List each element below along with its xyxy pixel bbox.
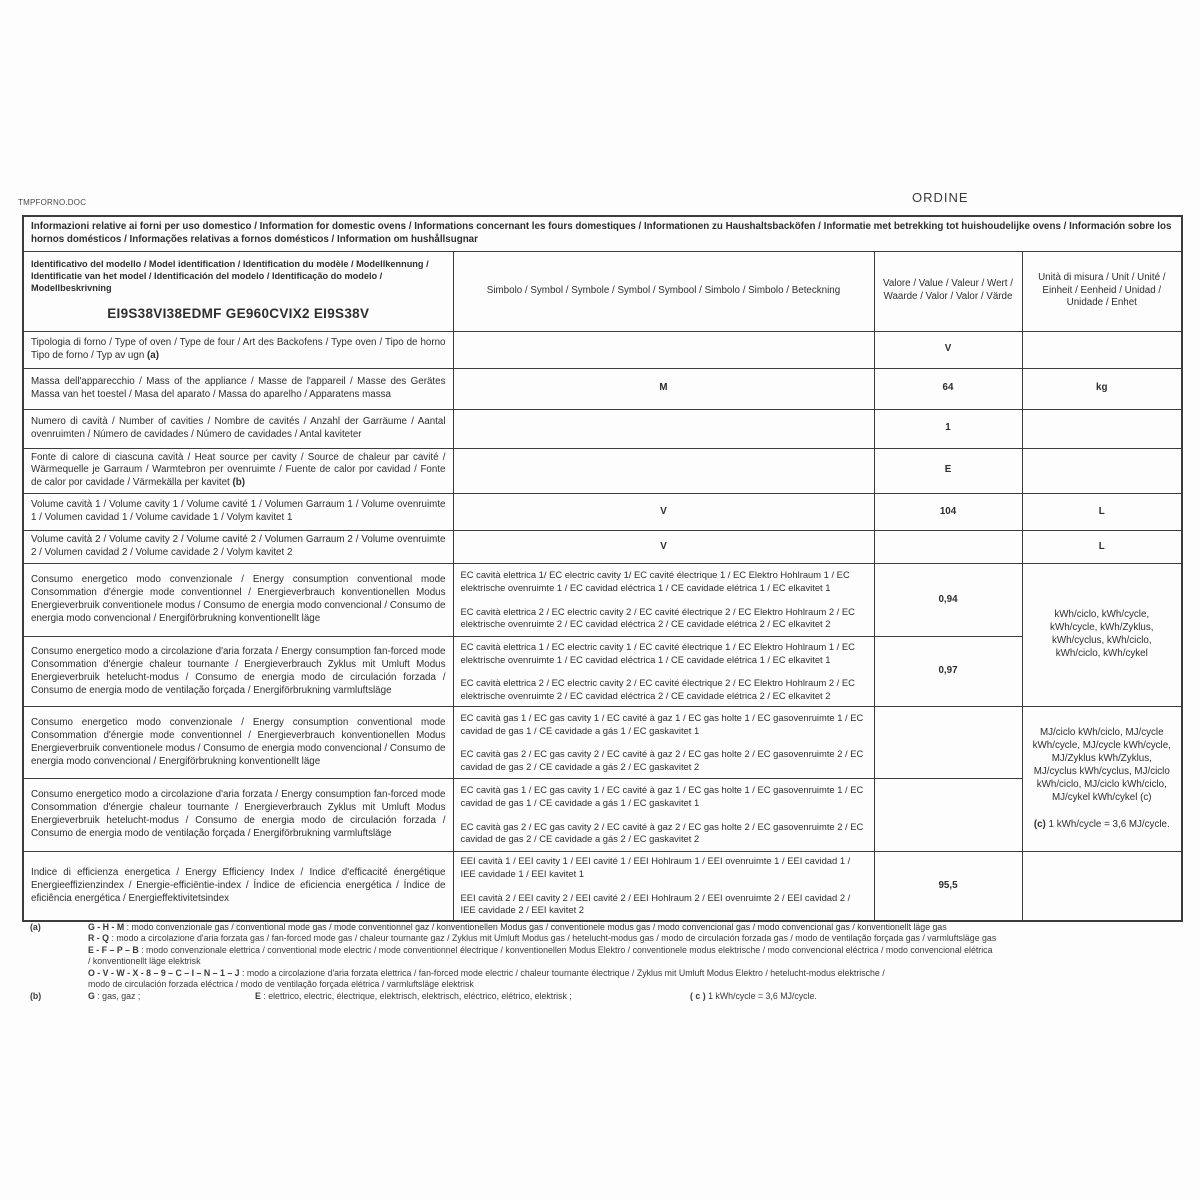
footnote-b-gas: G : gas, gaz ; <box>88 990 141 1001</box>
footnote-ref-b: (b) <box>232 477 246 489</box>
footnote-a <box>30 922 1175 991</box>
value-cell: 0,97 <box>874 637 1022 707</box>
ec-electric-cavity-2-label: EC cavità elettrica 2 / EC electric cavity 2 / EC cavité électrique 2 / EC Elektro Hohlraum 2 / EC elektrische ovenruimte 2 / EC cavidad eléctrica 2 / CE cavidade elétrica 2 / EC elkavitet 2 <box>460 677 855 701</box>
description-cell: Consumo energetico modo convenzionale / Energy consumption conventional mode Consommation d'énergie mode conventionnel / Energieverbrauch konventionellen Modus Energieverbruik conventionele modus / Consumo de energia modo convencional / Consumo de energia modo convencional / Energiförbrukning konventionellt läge <box>23 707 453 779</box>
footnotes <box>30 922 1175 1002</box>
footnote-ref-a: (a) <box>147 349 159 361</box>
oven-spec-table <box>22 215 1183 922</box>
table-title-band: Informazioni relative ai forni per uso domestico / Information for domestic ovens / Informations concernant les fours domestiques / Informationen zu Haushaltsbacköfen / Informatie met betrekking tot huishoudelijke ovens / Información sobre los hornos domésticos / Informações relativas a fornos domésticos / Information om hushållsugnar <box>23 216 1182 251</box>
footnote-b-electric: E : elettrico, electric, électrique, elektrisch, elektrisch, eléctrico, elétrico, elektrisk ; <box>255 990 572 1001</box>
row-ec-electric-fan-forced <box>23 637 1182 707</box>
unit-mj-note: (c) 1 kWh/cycle = 3,6 MJ/cycle. <box>1033 818 1170 830</box>
ec-symbol-cell <box>453 779 874 852</box>
ec-gas-cavity-2-label: EC cavità gas 2 / EC gas cavity 2 / EC cavité à gaz 2 / EC gas holte 2 / EC gasovenruimte 2 / EC cavidad de gas 2 / CE cavidade a gás 2 / EC gaskavitet 2 <box>460 820 864 845</box>
ec-symbol-cell <box>453 564 874 637</box>
row-heat-source <box>23 448 1182 494</box>
row-ec-electric-conventional <box>23 564 1182 637</box>
row-volume-cavity-1 <box>23 494 1182 531</box>
row-mass <box>23 368 1182 409</box>
model-id-header-cell <box>23 251 453 331</box>
footnote-a-line-2: R - Q : modo a circolazione d'aria forzata gas / fan-forced mode gas / chaleur tournante gaz / Zyklus mit Umluft Modus gas / hetelucht-modus gas / modo de circulación forzada gas / modo de ventilação forçada gas / varmluftsläge gas <box>88 933 997 944</box>
row-ec-gas-fan-forced <box>23 779 1182 852</box>
symbol-cell: V <box>453 494 874 531</box>
value-column-header: Valore / Value / Valeur / Wert / Waarde / Valor / Valor / Värde <box>874 251 1022 331</box>
ec-gas-cavity-1-label: EC cavità gas 1 / EC gas cavity 1 / EC cavité à gaz 1 / EC gas holte 1 / EC gasovenruimte 1 / EC cavidad de gas 1 / CE cavidade a gás 1 / EC gaskavitet 1 <box>460 711 864 736</box>
unit-cell <box>1022 331 1182 368</box>
description-cell: Consumo energetico modo a circolazione d'aria forzata / Energy consumption fan-forced mode Consommation d'énergie chaleur tournante / Energieverbrauch Zyklus mit Umluft Modus Energieverbruik hetelucht-modus / Consumo de energia modo de circulación forzada / Consumo de energia modo de ventilação forçada / Energiförbrukning varmluftsläge <box>23 779 453 852</box>
ec-electric-cavity-1-label: EC cavità elettrica 1 / EC electric cavity 1 / EC cavité électrique 1 / EC Elektro Hohlraum 1 / EC elektrische ovenruimte 1 / EC cavidad eléctrica 1 / CE cavidade elétrica 1 / EC elkavitet 1 <box>460 640 855 665</box>
unit-mj-list: MJ/ciclo kWh/ciclo, MJ/cycle kWh/cycle, MJ/cycle kWh/cycle, MJ/Zyklus kWh/Zyklus, MJ/cyclus kWh/cyclus, MJ/ciclo kWh/ciclo, MJ/ciclo kWh/ciclo, MJ/cykel kWh/cykel (c) <box>1032 727 1171 803</box>
footnote-a-line-5: O - V - W - X - 8 – 9 – C – I – N – 1 – J : modo a circolazione d'aria forzata elettrica / fan-forced mode electric / chaleur tournante électrique / Zyklus mit Umluft Modus Elektro / hetelucht-modus elektrische / <box>88 967 885 978</box>
unit-cell: kg <box>1022 368 1182 409</box>
eei-symbol-cell <box>453 852 874 921</box>
description-cell: Indice di efficienza energetica / Energy Efficiency Index / Indice d'efficacité énergétique Energieeffizienzindex / Energie-efficiëntie-index / Índice de eficiencia energética / Índice de eficiência energética / Energieffektivitetsindex <box>23 852 453 921</box>
unit-kwh-cell: kWh/ciclo, kWh/cycle, kWh/cycle, kWh/Zyklus, kWh/cyclus, kWh/ciclo, kWh/ciclo, kWh/cykel <box>1022 564 1182 707</box>
ec-gas-cavity-2-label: EC cavità gas 2 / EC gas cavity 2 / EC cavité à gaz 2 / EC gas holte 2 / EC gasovenruimte 2 / EC cavidad de gas 2 / CE cavidade a gás 2 / EC gaskavitet 2 <box>460 748 864 772</box>
footnote-a-line-6: modo de circulación forzada eléctrica / modo de ventilação forçada elétrica / varmluftsläge elektrisk <box>88 979 474 990</box>
footnote-a-line-3: E - F – P – B : modo convenzionale elettrica / conventional mode electric / mode conventionnel électrique / konventionellen Modus Elektro / conventionele modus elektrische / modo convencional eléctrica / modo convencional elétrica <box>88 944 993 955</box>
footnote-c-conversion: ( c ) 1 kWh/cycle = 3,6 MJ/cycle. <box>690 990 817 1001</box>
unit-cell: L <box>1022 531 1182 564</box>
symbol-cell <box>453 331 874 368</box>
ec-symbol-cell <box>453 707 874 779</box>
row-oven-type <box>23 331 1182 368</box>
value-cell: 0,94 <box>874 564 1022 637</box>
description-cell: Consumo energetico modo a circolazione d'aria forzata / Energy consumption fan-forced mode Consommation d'énergie chaleur tournante / Energieverbrauch Zyklus mit Umluft Modus Energieverbruik hetelucht-modus / Consumo de energia modo de circulación forzada / Consumo de energia modo de ventilação forçada / Energiförbrukning varmluftsläge <box>23 637 453 707</box>
description-cell: Massa dell'apparecchio / Mass of the appliance / Masse de l'appareil / Masse des Gerätes Massa van het toestel / Masa del aparato / Massa do aparelho / Apparatens massa <box>23 368 453 409</box>
unit-mj-cell <box>1022 707 1182 852</box>
unit-cell <box>1022 852 1182 921</box>
value-cell <box>874 531 1022 564</box>
description-cell: Fonte di calore di ciascuna cavità / Heat source per cavity / Source de chaleur par cavité / Wärmequelle je Garraum / Warmtebron per ovenruimte / Fuente de calor por cavidad / Fonte de calor por cavidade / Värmekälla per kavitet (b) <box>23 448 453 494</box>
ec-symbol-cell <box>453 637 874 707</box>
description-cell: Numero di cavità / Number of cavities / Nombre de cavités / Anzahl der Garräume / Aantal ovenruimten / Número de cavidades / Número de cavidades / Antal kaviteter <box>23 409 453 448</box>
value-cell: V <box>874 331 1022 368</box>
row-ec-gas-conventional <box>23 707 1182 779</box>
value-cell <box>874 707 1022 779</box>
value-cell: 95,5 <box>874 852 1022 921</box>
value-cell: 104 <box>874 494 1022 531</box>
order-heading: ORDINE <box>912 190 969 205</box>
value-cell: E <box>874 448 1022 494</box>
unit-cell: L <box>1022 494 1182 531</box>
symbol-cell: V <box>453 531 874 564</box>
description-cell: Consumo energetico modo convenzionale / Energy consumption conventional mode Consommation d'énergie mode conventionnel / Energieverbrauch konventionellen Modus Energieverbruik conventionele modus / Consumo de energia modo convencional / Consumo de energia modo convencional / Energiförbrukning konventionellt läge <box>23 564 453 637</box>
description-cell: Tipologia di forno / Type of oven / Type de four / Art des Backofens / Type oven / Tipo de horno Tipo de forno / Typ av ugn (a) <box>23 331 453 368</box>
ec-electric-cavity-2-label: EC cavità elettrica 2 / EC electric cavity 2 / EC cavité électrique 2 / EC Elektro Hohlraum 2 / EC elektrische ovenruimte 2 / EC cavidad eléctrica 2 / CE cavidade elétrica 2 / EC elkavitet 2 <box>460 605 855 630</box>
description-cell: Volume cavità 1 / Volume cavity 1 / Volume cavité 1 / Volumen Garraum 1 / Volume ovenruimte 1 / Volumen cavidad 1 / Volume cavidade 1 / Volym kavitet 1 <box>23 494 453 531</box>
eei-cavity-2-label: EEI cavità 2 / EEI cavity 2 / EEI cavité 2 / EEI Hohlraum 2 / EEI ovenruimte 2 / EEI cavidad 2 / IEE cavidade 2 / EEI kavitet 2 <box>460 891 851 916</box>
footnote-b-marker: (b) <box>30 990 42 1001</box>
symbol-cell: M <box>453 368 874 409</box>
value-cell <box>874 779 1022 852</box>
symbol-cell <box>453 448 874 494</box>
ec-electric-cavity-1-label: EC cavità elettrica 1/ EC electric cavity 1/ EC cavité électrique 1 / EC Elektro Hohlraum 1 / EC elektrische ovenruimte 1 / EC cavidad eléctrica 1 / CE cavidade elétrica 1 / EC elkavitet 1 <box>460 569 850 594</box>
value-cell: 64 <box>874 368 1022 409</box>
unit-cell <box>1022 409 1182 448</box>
footnote-a-line-4: / konventionellt läge elektrisk <box>88 956 201 967</box>
symbol-column-header: Simbolo / Symbol / Symbole / Symbol / Symbool / Simbolo / Simbolo / Beteckning <box>453 251 874 331</box>
doc-filename: TMPFORNO.DOC <box>18 198 87 207</box>
footnote-b <box>30 991 1175 1002</box>
value-cell: 1 <box>874 409 1022 448</box>
ec-gas-cavity-1-label: EC cavità gas 1 / EC gas cavity 1 / EC cavité à gaz 1 / EC gas holte 1 / EC gasovenruimte 1 / EC cavidad de gas 1 / CE cavidade a gás 1 / EC gaskavitet 1 <box>460 784 864 809</box>
description-cell: Volume cavità 2 / Volume cavity 2 / Volume cavité 2 / Volumen Garraum 2 / Volume ovenruimte 2 / Volumen cavidad 2 / Volume cavidade 2 / Volym kavitet 2 <box>23 531 453 564</box>
unit-column-header: Unità di misura / Unit / Unité / Einheit / Eenheid / Unidad / Unidade / Enhet <box>1022 251 1182 331</box>
model-id-label: Identificativo del modello / Model identification / Identification du modèle / Modellkennung / Identificatie van het model / Identificación del modelo / Identificação do modelo / Modellbeskrivning <box>31 259 429 294</box>
model-numbers: EI9S38VI38EDMF GE960CVIX2 EI9S38V <box>107 306 370 322</box>
row-volume-cavity-2 <box>23 531 1182 564</box>
footnote-a-line-1: G - H - M : modo convenzionale gas / conventional mode gas / mode conventionnel gaz / konventionellen Modus gas / conventionele modus gas / modo convencional gas / modo convencional gas / konventionellt läge gas <box>88 922 947 932</box>
symbol-cell <box>453 409 874 448</box>
footnote-a-marker: (a) <box>30 922 41 932</box>
unit-cell <box>1022 448 1182 494</box>
eei-cavity-1-label: EEI cavità 1 / EEI cavity 1 / EEI cavité 1 / EEI Hohlraum 1 / EEI ovenruimte 1 / EEI cavidad 1 / IEE cavidade 1 / EEI kavitet 1 <box>460 855 851 879</box>
row-eei <box>23 852 1182 921</box>
row-cavity-count <box>23 409 1182 448</box>
